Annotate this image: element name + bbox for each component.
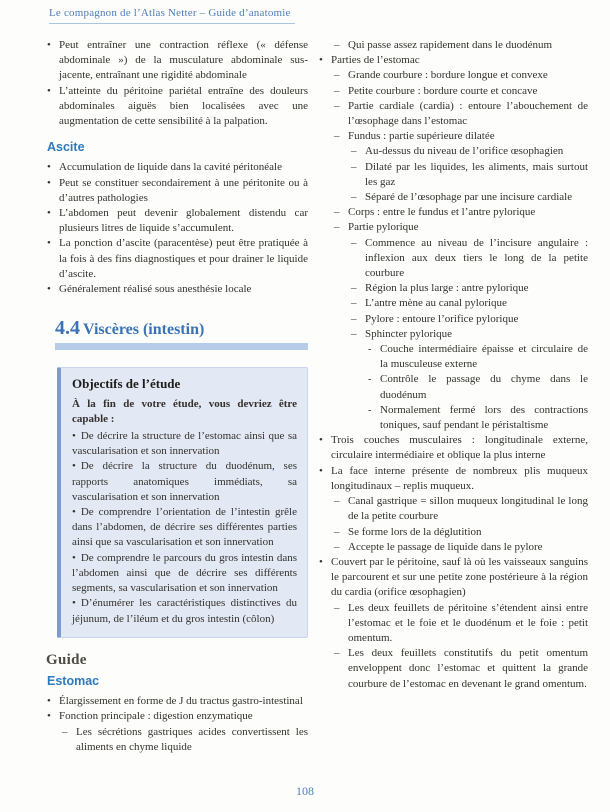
bullet-marker: • xyxy=(47,695,51,708)
bullet-marker: • xyxy=(47,161,51,174)
item-text: D’énumérer les caractéristiques distinctives du jéjunum, de l’iléum et du gros intestin (côlon) xyxy=(72,597,297,625)
objective-item xyxy=(72,596,297,626)
bullet-marker: – xyxy=(351,160,357,173)
item-text: Couvert par le péritoine, sauf là où les vaisseaux sanguins le parcourent et sur une petite zone postérieure à la région du cardia (orifice œsophagien) xyxy=(331,555,588,599)
item-text: Petite courbure : bordure courte et concave xyxy=(348,84,538,97)
item-text: Fonction principale : digestion enzymatique xyxy=(59,710,253,723)
list-item xyxy=(318,236,588,282)
item-text: Qui passe assez rapidement dans le duodénum xyxy=(348,39,553,51)
guide-heading: Guide xyxy=(46,651,87,668)
objective-item xyxy=(72,429,297,459)
bullet-marker: – xyxy=(334,221,340,234)
bullet-marker: • xyxy=(47,283,51,296)
section-title: Viscères (intestin) xyxy=(83,321,205,339)
item-text: Région la plus large : antre pylorique xyxy=(365,282,529,295)
bullet-marker: – xyxy=(334,540,340,553)
section-number: 4.4 xyxy=(55,317,80,340)
bullet-marker: – xyxy=(351,191,357,204)
list-item xyxy=(318,99,588,129)
objectives-box-intro: À la fin de votre étude, vous devriez être capable : xyxy=(72,397,297,425)
bullet-marker: - xyxy=(368,404,372,416)
objectives-box-title: Objectifs de l’étude xyxy=(72,376,181,392)
list-item xyxy=(318,296,588,311)
list-item xyxy=(318,84,588,99)
list-item xyxy=(318,372,588,402)
item-text: Grande courbure : bordure longue et convexe xyxy=(348,69,548,82)
list-item xyxy=(318,205,588,220)
bullet-marker: • xyxy=(47,710,51,723)
bullet-marker: – xyxy=(334,206,340,219)
item-text: Accumulation de liquide dans la cavité péritonéale xyxy=(59,161,282,174)
objective-item xyxy=(72,459,297,505)
bullet-marker: – xyxy=(334,84,340,97)
list-item xyxy=(318,646,588,692)
list-item xyxy=(318,129,588,144)
list-item xyxy=(46,38,308,84)
list-item xyxy=(318,555,588,601)
list-item xyxy=(46,160,308,175)
list-item xyxy=(46,694,308,709)
bullet-marker: • xyxy=(72,506,76,519)
item-text: Peut se constituer secondairement à une péritonite ou à d’autres pathologies xyxy=(59,176,308,204)
running-header xyxy=(49,7,295,24)
item-text: Partie cardiale (cardia) : entoure l’abouchement de l’œsophage dans l’estomac xyxy=(348,99,588,128)
bullet-marker: – xyxy=(334,39,340,51)
item-text: De comprendre l’orientation de l’intestin grêle dans l’abdomen, de décrire ses différentes parties ainsi que sa vascularisation et son innervation xyxy=(72,506,297,549)
item-text: Normalement fermé lors des contractions toniques, sauf pendant le péristaltisme xyxy=(380,403,588,432)
page-body xyxy=(46,38,588,755)
item-text: Fundus : partie supérieure dilatée xyxy=(348,130,495,143)
item-text: Les deux feuillets constitutifs du petit omentum enveloppent donc l’estomac et quittent la grande courbure de l’estomac en devenant le grand omentum. xyxy=(348,647,588,690)
list-item xyxy=(318,342,588,372)
bullet-marker: • xyxy=(319,54,323,67)
item-text: Sphincter pylorique xyxy=(365,327,453,340)
item-text: La face interne présente de nombreux plis muqueux longitudinaux – replis muqueux. xyxy=(331,464,588,492)
item-text: Contrôle le passage du chyme dans le duodénum xyxy=(380,373,588,401)
item-text: L’antre mène au canal pylorique xyxy=(365,297,507,310)
item-text: La ponction d’ascite (paracentèse) peut être pratiquée à la fois à des fins diagnostiques et pour drainer le liquide d’ascite. xyxy=(59,237,308,280)
item-text: Corps : entre le fundus et l’antre pylorique xyxy=(348,206,536,219)
bullet-marker: - xyxy=(368,374,372,386)
list-item xyxy=(318,464,588,494)
item-text: Parties de l’estomac xyxy=(331,54,420,67)
list-item xyxy=(46,709,308,724)
list-item xyxy=(318,312,588,327)
bullet-marker: – xyxy=(351,327,357,340)
estomac-outline-list xyxy=(318,38,588,692)
bullet-marker: • xyxy=(72,430,76,443)
bullet-marker: • xyxy=(47,39,51,51)
item-text: De décrire la structure du duodénum, ses rapports anatomiques immédiats, sa vascularisation et son innervation xyxy=(72,460,297,503)
list-item xyxy=(318,160,588,190)
item-text: De décrire la structure de l’estomac ainsi que sa vascularisation et son innervation xyxy=(72,430,297,458)
list-item xyxy=(318,144,588,159)
item-text: Se forme lors de la déglutition xyxy=(348,525,482,538)
item-text: L’atteinte du péritoine pariétal entraîne des douleurs abdominales aiguës bien localisées avec une augmentation de cette sensibilité à la palpation. xyxy=(59,84,308,128)
item-text: Au-dessus du niveau de l’orifice œsophagien xyxy=(365,145,564,158)
list-item xyxy=(318,281,588,296)
item-text: Couche intermédiaire épaisse et circulaire de la musculeuse externe xyxy=(380,343,588,371)
page-number: 108 xyxy=(296,784,314,798)
bullet-marker: – xyxy=(334,647,340,660)
item-text: Les sécrétions gastriques acides convertissent les aliments en chyme liquide xyxy=(76,725,308,753)
list-item xyxy=(318,38,588,53)
item-text: Élargissement en forme de J du tractus gastro-intestinal xyxy=(59,695,303,708)
list-item xyxy=(318,53,588,68)
estomac-heading: Estomac xyxy=(47,673,100,688)
item-text: Séparé de l’œsophage par une incisure cardiale xyxy=(365,191,573,204)
list-item xyxy=(46,206,308,236)
bullet-marker: • xyxy=(47,237,51,250)
bullet-marker: • xyxy=(72,551,76,564)
ascite-heading: Ascite xyxy=(47,140,85,155)
list-item xyxy=(46,236,308,282)
list-item xyxy=(46,84,308,130)
bullet-marker: – xyxy=(334,130,340,143)
bullet-marker: • xyxy=(47,207,51,220)
book-title: Le compagnon de l’Atlas Netter – Guide d’anatomie xyxy=(49,7,291,19)
list-item xyxy=(318,327,588,342)
item-text: Commence au niveau de l’incisure angulaire : inflexion aux deux tiers le long de la petite courbure xyxy=(365,236,588,280)
bullet-marker: • xyxy=(319,464,323,477)
list-item xyxy=(46,176,308,206)
bullet-marker: – xyxy=(334,69,340,82)
list-item xyxy=(318,433,588,463)
bullet-marker: • xyxy=(47,176,51,189)
bullet-marker: – xyxy=(351,145,357,158)
bullet-marker: • xyxy=(72,597,76,610)
ascite-bullet-list xyxy=(46,160,308,297)
list-item xyxy=(318,68,588,83)
list-item xyxy=(318,403,588,433)
objectives-box xyxy=(57,367,308,637)
bullet-marker: • xyxy=(319,434,323,447)
list-item xyxy=(46,282,308,297)
item-text: Canal gastrique = sillon muqueux longitudinal le long de la petite courbure xyxy=(348,495,588,523)
item-text: Les deux feuillets de péritoine s’étendent ainsi entre l’estomac et le foie et le duodénum et le foie : petit omentum. xyxy=(348,601,588,644)
item-text: Accepte le passage de liquide dans le pylore xyxy=(348,540,543,553)
list-item xyxy=(46,725,308,755)
bullet-marker: – xyxy=(334,495,340,508)
list-item xyxy=(318,525,588,540)
bullet-marker: – xyxy=(351,297,357,310)
section-heading xyxy=(55,317,308,350)
right-column xyxy=(318,38,588,755)
item-text: L’abdomen peut devenir globalement distendu car plusieurs litres de liquide s’accumulent. xyxy=(59,207,308,235)
bullet-marker: – xyxy=(334,525,340,538)
list-item xyxy=(318,494,588,524)
list-item xyxy=(318,601,588,647)
item-text: De comprendre le parcours du gros intestin dans l’abdomen ainsi que de décrire ses différents segments, sa vascularisation et son innervation xyxy=(72,551,297,595)
objective-item xyxy=(72,551,297,597)
bullet-marker: • xyxy=(47,84,51,97)
item-text: Dilaté par les liquides, les aliments, mais surtout les gaz xyxy=(365,160,588,188)
item-text: Pylore : entoure l’orifice pylorique xyxy=(365,312,519,325)
item-text: Trois couches musculaires : longitudinale externe, circulaire intermédiaire et oblique la plus interne xyxy=(331,434,588,462)
bullet-marker: – xyxy=(62,725,68,738)
item-text: Peut entraîner une contraction réflexe (« défense abdominale ») de la musculature abdominale sus-jacente, entraînant une rigidité abdominale xyxy=(59,39,308,82)
bullet-marker: • xyxy=(319,555,323,568)
bullet-marker: – xyxy=(334,601,340,614)
intro-bullet-list xyxy=(46,38,308,129)
section-underline-bar xyxy=(55,343,308,350)
bullet-marker: – xyxy=(351,312,357,325)
bullet-marker: – xyxy=(351,282,357,295)
estomac-bullet-list xyxy=(46,694,308,755)
left-column xyxy=(46,38,308,755)
list-item xyxy=(318,220,588,235)
list-item xyxy=(318,190,588,205)
bullet-marker: – xyxy=(351,236,357,249)
bullet-marker: – xyxy=(334,99,340,112)
list-item xyxy=(318,540,588,555)
item-text: Généralement réalisé sous anesthésie locale xyxy=(59,283,252,296)
bullet-marker: • xyxy=(72,460,76,473)
objective-item xyxy=(72,505,297,551)
item-text: Partie pylorique xyxy=(348,221,419,234)
bullet-marker: - xyxy=(368,344,372,356)
